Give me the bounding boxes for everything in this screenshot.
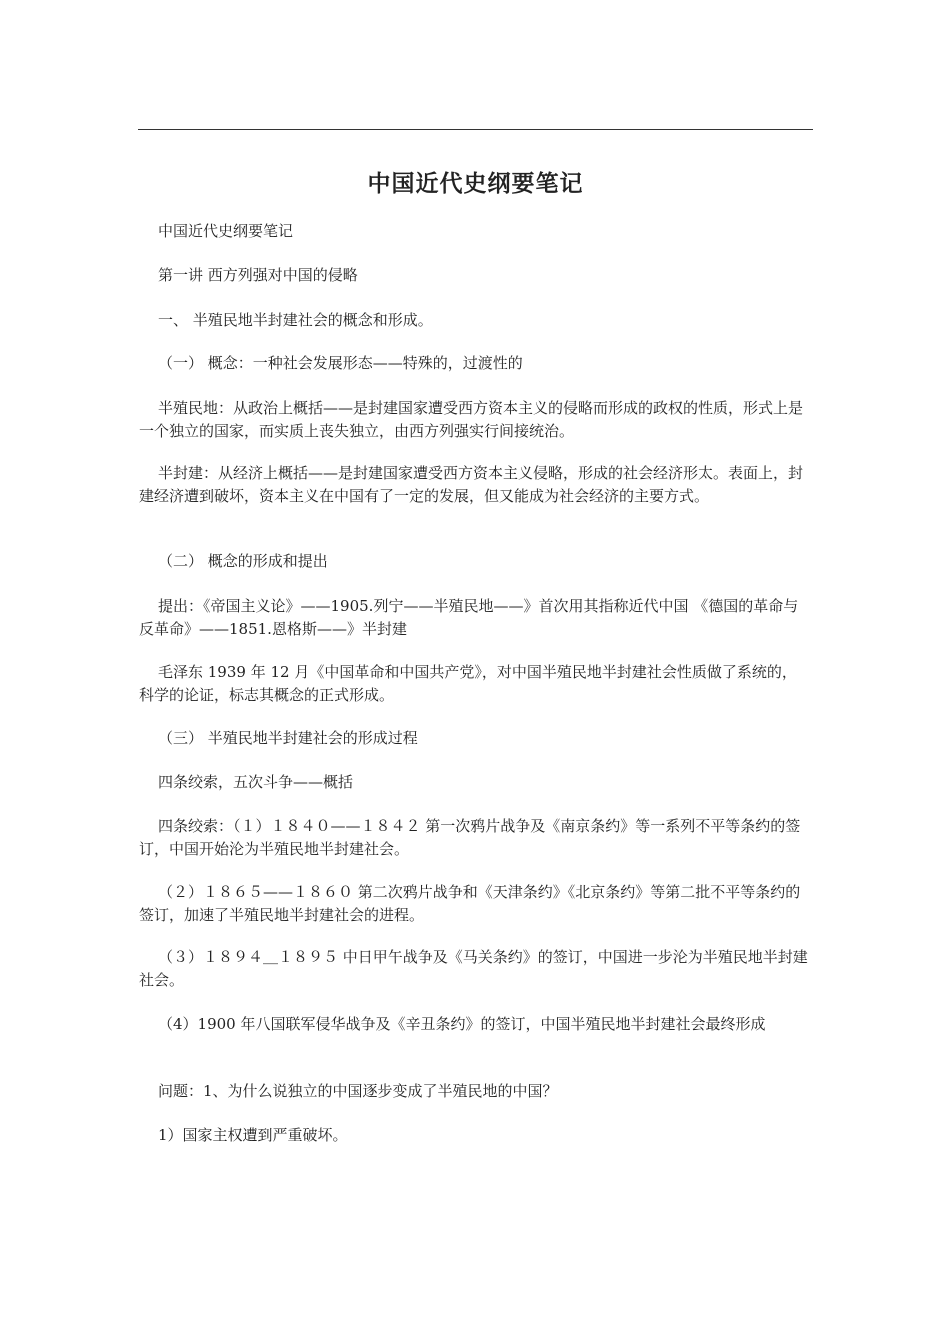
subtitle-paragraph: 中国近代史纲要笔记 <box>158 222 294 240</box>
paragraph-semi-feudal: 半封建：从经济上概括——是封建国家遭受西方资本主义侵略，形成的社会经济形太。表面上，封建经济遭到破坏，资本主义在中国有了一定的发展，但又能成为社会经济的主要方式。 <box>139 464 804 505</box>
paragraph-noose-3: （３）１８９４＿１８９５ 中日甲午战争及《马关条约》的签订，中国进一步沦为半殖民地半封建社会。 <box>139 948 808 989</box>
paragraph-proposal: 提出：《帝国主义论》——1905.列宁——半殖民地——》首次用其指称近代中国 《德国的革命与反革命》——1851.恩格斯——》半封建 <box>139 597 799 638</box>
paragraph-answer-1: 1）国家主权遭到严重破坏。 <box>158 1126 348 1144</box>
paragraph-semi-colonial: 半殖民地：从政治上概括——是封建国家遭受西方资本主义的侵略而形成的政权的性质，形式上是一个独立的国家，而实质上丧失独立，由西方列强实行间接统治。 <box>139 399 804 440</box>
paragraph-mao: 毛泽东 1939 年 12 月《中国革命和中国共产党》，对中国半殖民地半封建社会性质做了系统的，科学的论证，标志其概念的正式形成。 <box>139 663 797 704</box>
document-title: 中国近代史纲要笔记 <box>367 171 584 197</box>
paragraph-noose-2: （２）１８６５——１８６０ 第二次鸦片战争和《天津条约》《北京条约》等第二批不平等条约的签订，加速了半殖民地半封建社会的进程。 <box>139 883 801 924</box>
paragraph-question: 问题：1、为什么说独立的中国逐步变成了半殖民地的中国？ <box>158 1082 558 1100</box>
paragraph-summary: 四条绞索，五次斗争——概括 <box>158 773 354 791</box>
paragraph-noose-4: （4）1900 年八国联军侵华战争及《辛丑条约》的签订，中国半殖民地半封建社会最终形成 <box>158 1015 766 1033</box>
section-heading-1: 一、 半殖民地半封建社会的概念和形成。 <box>158 311 433 329</box>
header-rule <box>138 129 813 130</box>
subsection-heading-process: （三） 半殖民地半封建社会的形成过程 <box>158 729 418 747</box>
paragraph-noose-1: 四条绞索：（１）１８４０——１８４２ 第一次鸦片战争及《南京条约》等一系列不平等条约的签订，中国开始沦为半殖民地半封建社会。 <box>139 817 801 858</box>
subsection-heading-formation: （二） 概念的形成和提出 <box>158 552 328 570</box>
lecture-heading: 第一讲 西方列强对中国的侵略 <box>158 266 358 284</box>
subsection-heading-concept: （一） 概念：一种社会发展形态——特殊的，过渡性的 <box>158 354 523 372</box>
